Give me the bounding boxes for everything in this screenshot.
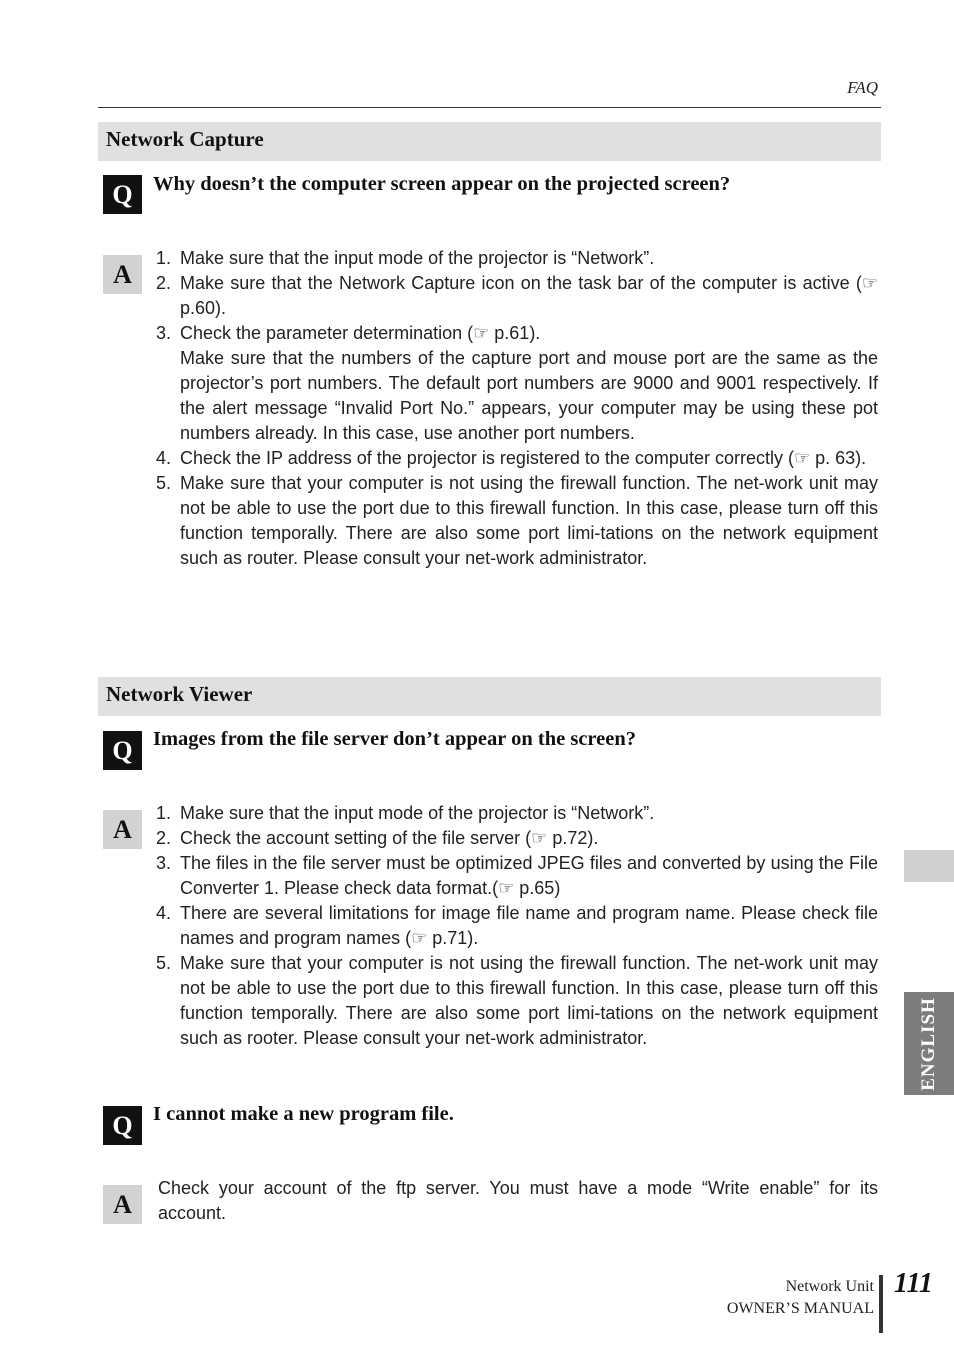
list-item bbox=[156, 851, 878, 901]
answer-text: Check your account of the ftp server. You must have a mode “Write enable” for its account. bbox=[158, 1178, 878, 1223]
question-marker: Q bbox=[103, 175, 142, 214]
item-number: 2. bbox=[156, 828, 172, 848]
item-number: 2. bbox=[156, 273, 172, 293]
item-number: 1. bbox=[156, 803, 172, 823]
list-item bbox=[156, 321, 878, 446]
item-number: 5. bbox=[156, 953, 172, 973]
page-number: 111 bbox=[894, 1268, 933, 1299]
section-heading-network-capture bbox=[98, 122, 881, 161]
answer-marker: A bbox=[103, 255, 142, 294]
list-item bbox=[156, 471, 878, 571]
item-number: 3. bbox=[156, 323, 172, 343]
item-text: Check the parameter determination (☞ p.61). bbox=[180, 323, 541, 343]
list-item bbox=[156, 801, 878, 826]
side-tab-marker bbox=[904, 850, 954, 882]
question-text: Why doesn’t the computer screen appear on the projected screen? bbox=[153, 173, 731, 195]
question-text: I cannot make a new program file. bbox=[153, 1103, 454, 1125]
list-item bbox=[156, 826, 878, 851]
answer-marker: A bbox=[103, 810, 142, 849]
language-tab bbox=[904, 992, 954, 1095]
header-rule bbox=[98, 107, 881, 108]
item-text: The files in the file server must be optimized JPEG files and converted by using the File Converter 1. Please check data format.(☞ p.65) bbox=[180, 853, 878, 898]
item-number: 4. bbox=[156, 448, 172, 468]
item-text: Make sure that the input mode of the projector is “Network”. bbox=[180, 803, 655, 823]
item-text: Make sure that the input mode of the projector is “Network”. bbox=[180, 248, 655, 268]
list-item bbox=[156, 446, 878, 471]
section-title: Network Capture bbox=[106, 127, 264, 151]
item-text: Check the account setting of the file server (☞ p.72). bbox=[180, 828, 599, 848]
answer-marker: A bbox=[103, 1185, 142, 1224]
item-text: Make sure that your computer is not using the firewall function. The net-work unit may not be able to use the port due to this firewall function. In this case, please turn off this function temporally. There are also some port limi-tations on the network equipment such as router. Please consult your net-work administrator. bbox=[180, 473, 878, 568]
list-item bbox=[156, 951, 878, 1051]
item-number: 4. bbox=[156, 903, 172, 923]
item-text: There are several limitations for image file name and program name. Please check file names and program names (☞ p.71). bbox=[180, 903, 878, 948]
footer-divider bbox=[879, 1275, 883, 1333]
list-item bbox=[156, 246, 878, 271]
item-number: 1. bbox=[156, 248, 172, 268]
question-text: Images from the file server don’t appear on the screen? bbox=[153, 728, 637, 750]
question-marker: Q bbox=[103, 731, 142, 770]
answer-list bbox=[156, 246, 878, 571]
item-text: Make sure that the Network Capture icon on the task bar of the computer is active (☞ p.60). bbox=[180, 273, 878, 318]
footer-product-name: Network Unit bbox=[785, 1278, 874, 1295]
answer-list bbox=[156, 801, 878, 1051]
section-heading-network-viewer bbox=[98, 677, 881, 716]
list-item bbox=[156, 271, 878, 321]
section-title: Network Viewer bbox=[106, 682, 253, 706]
running-header: FAQ bbox=[847, 78, 878, 97]
item-text: Check the IP address of the projector is registered to the computer correctly (☞ p. 63). bbox=[180, 448, 867, 468]
item-number: 5. bbox=[156, 473, 172, 493]
item-text: Make sure that your computer is not using the firewall function. The net-work unit may not be able to use the port due to this firewall function. In this case, please turn off this function temporally. There are also some port limi-tations on the network equipment such as rooter. Please consult your net-work administrator. bbox=[180, 953, 878, 1048]
list-item bbox=[156, 901, 878, 951]
item-detail: Make sure that the numbers of the capture port and mouse port are the same as the projector’s port numbers. The default port numbers are 9000 and 9001 respectively. If the alert message “Invalid Port No.” appears, your computer may be using these pot numbers already. In this case, use another port numbers. bbox=[180, 348, 878, 443]
question-marker: Q bbox=[103, 1106, 142, 1145]
footer-manual-title: OWNER’S MANUAL bbox=[726, 1300, 874, 1317]
language-tab-label: ENGLISH bbox=[918, 996, 939, 1091]
item-number: 3. bbox=[156, 853, 172, 873]
